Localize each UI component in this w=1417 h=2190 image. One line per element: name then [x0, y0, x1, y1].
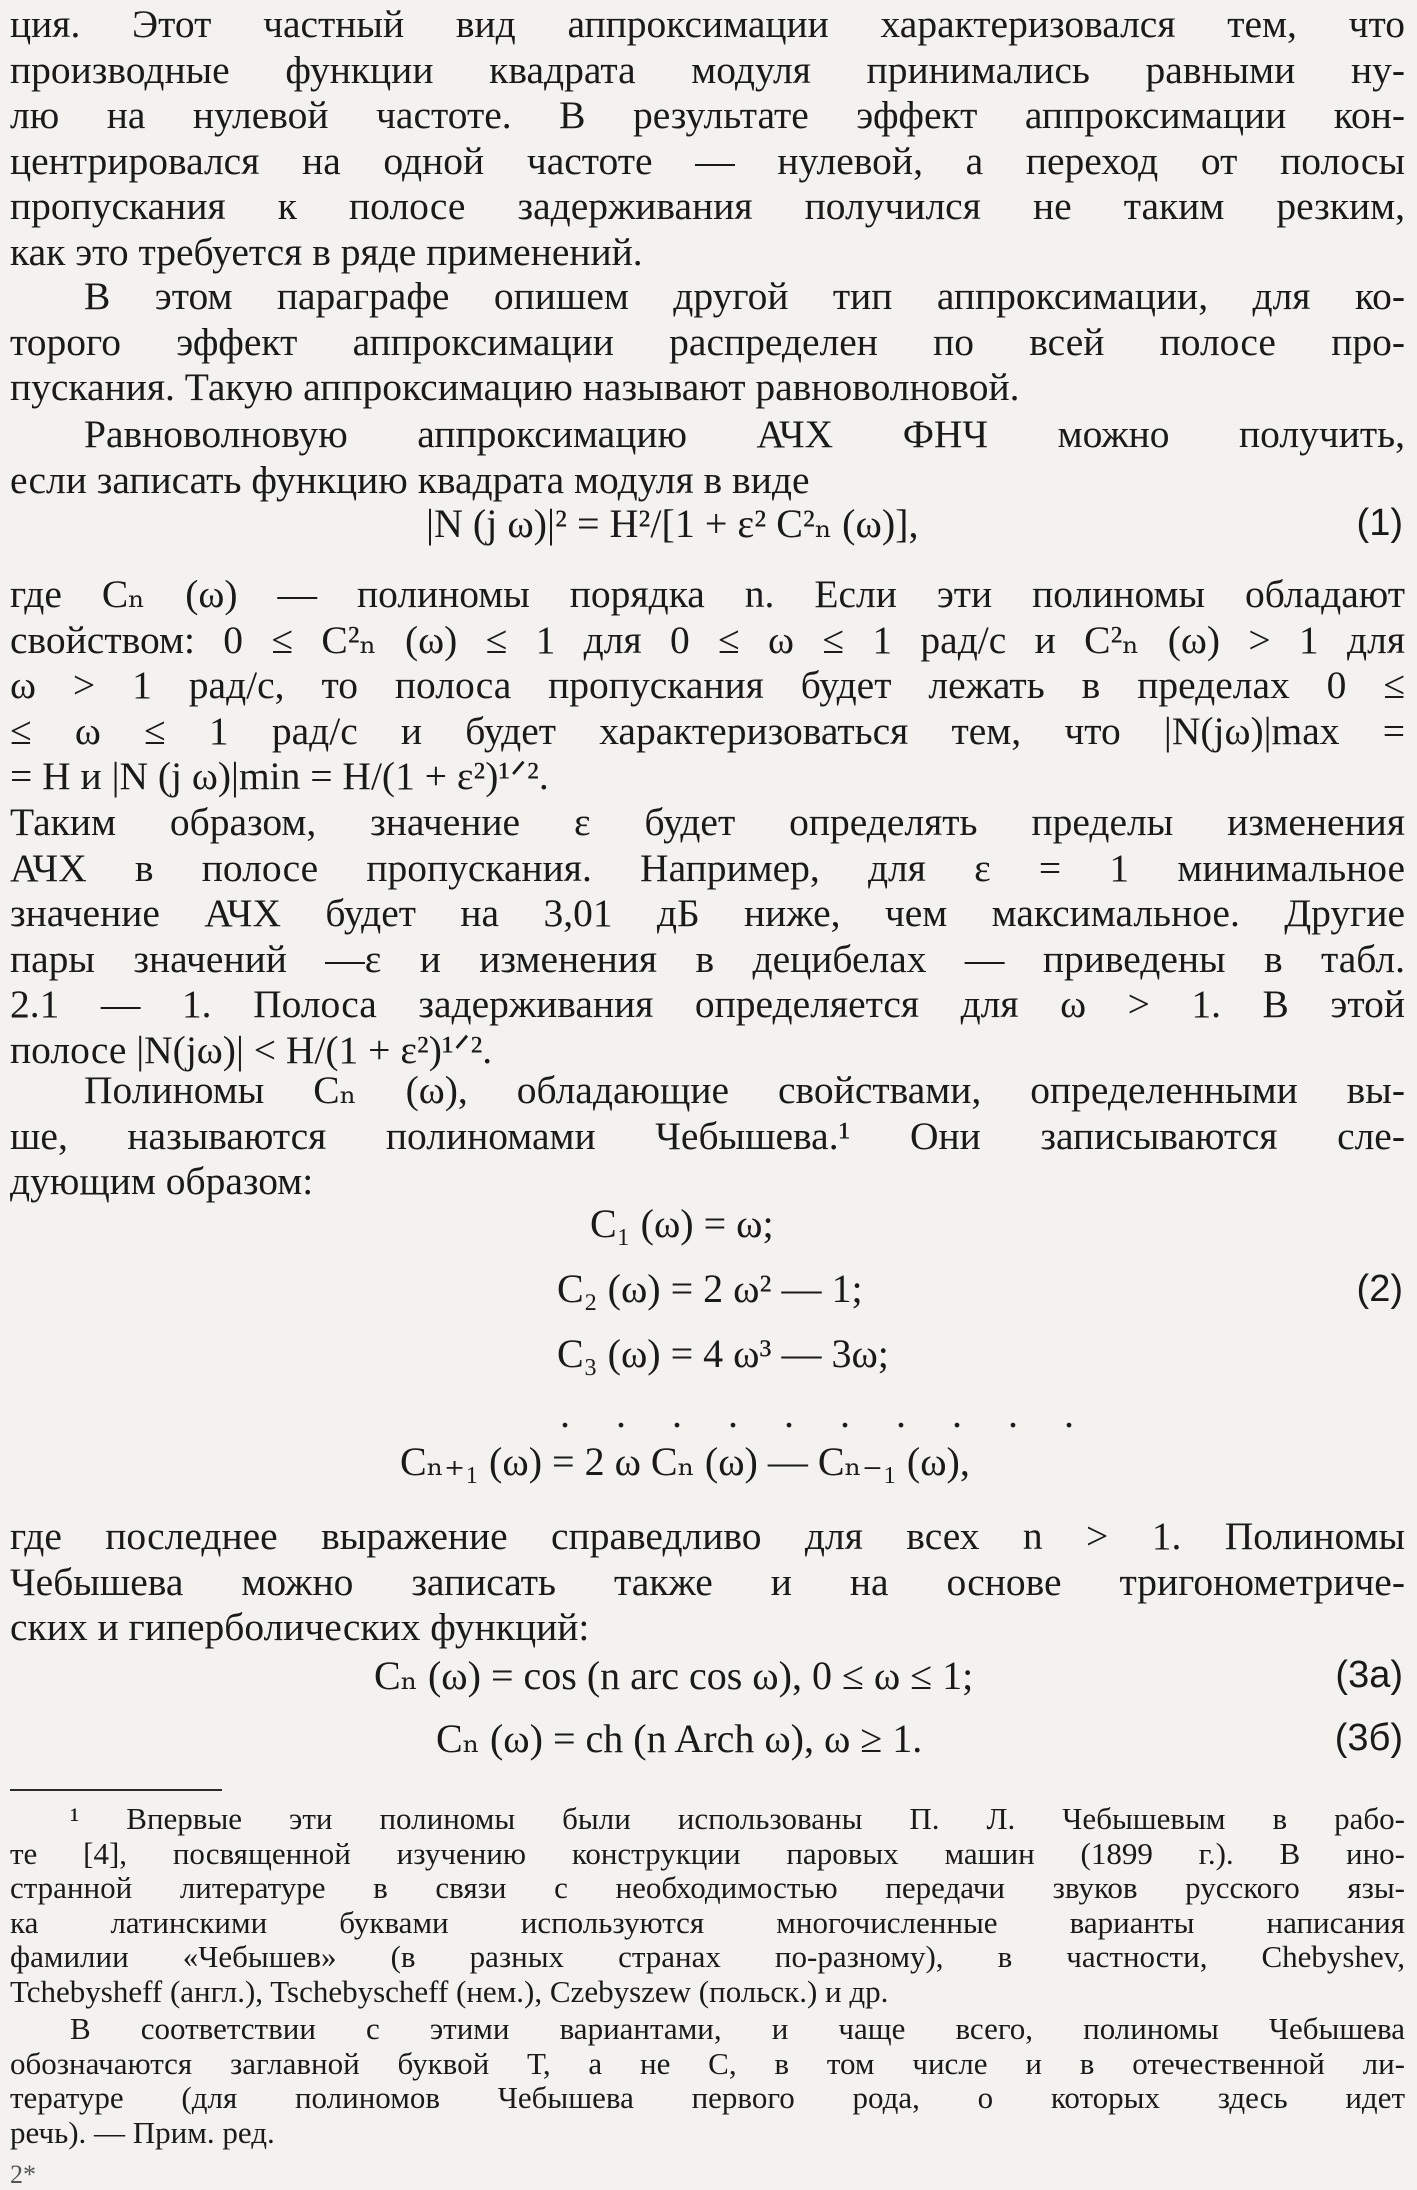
- footnote-editor-note: [10, 2012, 1405, 2150]
- text-line: Чебышева можно записать также и на основе тригонометриче-: [10, 1559, 1405, 1604]
- text-line: полосе |N(jω)| < H/(1 + ε²)¹ᐟ².: [10, 1027, 493, 1072]
- equation-3a-number: (3а): [1335, 1654, 1403, 1696]
- equation-3a: Cₙ (ω) = cos (n arc cos ω), 0 ≤ ω ≤ 1;: [374, 1653, 974, 1698]
- footnote-line: обозначаются заглавной буквой Т, а не С, в том числе и в отечественной ли-: [10, 2045, 1405, 2081]
- paragraph-trig-forms: [10, 1514, 1405, 1651]
- text-line: торого эффект аппроксимации распределен по всей полосе про-: [10, 319, 1405, 364]
- text-line: ≤ ω ≤ 1 рад/с и будет характеризоваться тем, что |N(jω)|max =: [10, 708, 1405, 753]
- footnote-rule: [10, 1789, 222, 1791]
- paragraph-polynomials: [10, 1068, 1405, 1205]
- paragraph-magnitude-intro: [10, 412, 1405, 503]
- text-line: пары значений —ε и изменения в децибелах — приведены в табл.: [10, 936, 1405, 981]
- text-line: где Cₙ (ω) — полиномы порядка n. Если эти полиномы обладают: [10, 572, 1405, 616]
- equation-3b: Cₙ (ω) = ch (n Arch ω), ω ≥ 1.: [436, 1716, 923, 1761]
- text-line: = H и |N (j ω)|min = H/(1 + ε²)¹ᐟ².: [10, 754, 549, 799]
- paragraph-epsilon: [10, 800, 1405, 1074]
- text-line: где последнее выражение справедливо для всех n > 1. Полиномы: [10, 1514, 1405, 1558]
- text-line: 2.1 — 1. Полоса задерживания определяется для ω > 1. В этой: [10, 982, 1405, 1027]
- text-line: пропускания к полосе задерживания получился не таким резким,: [10, 184, 1405, 229]
- footnote-line: ¹ Впервые эти полиномы были использованы П. Л. Чебышевым в рабо-: [70, 1801, 1405, 1836]
- paragraph-intro: [10, 2, 1405, 276]
- equation-2-line-1: C₁ (ω) = ω;: [590, 1201, 774, 1246]
- paragraph-equiripple: [10, 274, 1405, 411]
- equation-2-number: (2): [1356, 1268, 1403, 1310]
- text-line: ция. Этот частный вид аппроксимации характеризовался тем, что: [10, 2, 1405, 46]
- footnote-line: Tchebysheff (англ.), Tschebyscheff (нем.), Czebyszew (польск.) и др.: [10, 1973, 889, 2009]
- signature-mark: 2*: [10, 2160, 36, 2189]
- footnote-line: ка латинскими буквами используются многочисленные варианты написания: [10, 1904, 1405, 1940]
- text-line: ских и гиперболических функций:: [10, 1605, 590, 1650]
- equation-2-line-3: C₃ (ω) = 4 ω³ — 3ω;: [557, 1331, 889, 1376]
- text-line: как это требуется в ряде применений.: [10, 229, 643, 274]
- equation-1-number: (1): [1356, 502, 1403, 544]
- footnote-line: фамилии «Чебышев» (в разных странах по-разному), в частности, Chebyshev,: [10, 1939, 1405, 1974]
- text-line: дующим образом:: [10, 1159, 314, 1204]
- text-line: производные функции квадрата модуля принимались равными ну-: [10, 47, 1405, 92]
- text-line: лю на нулевой частоте. В результате эффект аппроксимации кон-: [10, 93, 1405, 138]
- text-line: В этом параграфе опишем другой тип аппроксимации, для ко-: [84, 274, 1405, 318]
- text-line: ше, называются полиномами Чебышева.¹ Они записываются сле-: [10, 1113, 1405, 1158]
- equation-2-ellipsis: . . . . . . . . . .: [560, 1391, 1092, 1436]
- text-line: Полиномы Cₙ (ω), обладающие свойствами, определенными вы-: [84, 1068, 1405, 1112]
- footnote-line: те [4], посвященной изучению конструкции паровых машин (1899 г.). В ино-: [10, 1835, 1405, 1871]
- paragraph-chebyshev-properties: [10, 572, 1405, 800]
- equation-1: |N (j ω)|² = H²/[1 + ε² C²ₙ (ω)],: [426, 501, 919, 546]
- text-line: значение АЧХ будет на 3,01 дБ ниже, чем максимальное. Другие: [10, 891, 1405, 936]
- equation-3b-number: (3б): [1334, 1717, 1403, 1759]
- footnote-1: [10, 1802, 1405, 2009]
- equation-2-recurrence: Cₙ₊₁ (ω) = 2 ω Cₙ (ω) — Cₙ₋₁ (ω),: [400, 1439, 970, 1484]
- text-line: свойством: 0 ≤ C²ₙ (ω) ≤ 1 для 0 ≤ ω ≤ 1 рад/с и C²ₙ (ω) > 1 для: [10, 617, 1405, 662]
- text-line: если записать функцию квадрата модуля в виде: [10, 457, 810, 502]
- text-line: АЧХ в полосе пропускания. Например, для ε = 1 минимальное: [10, 845, 1405, 890]
- footnote-line: В соответствии с этими вариантами, и чаще всего, полиномы Чебышева: [70, 2011, 1405, 2046]
- footnote-line: тературе (для полиномов Чебышева первого рода, о которых здесь идет: [10, 2080, 1405, 2115]
- text-line: пускания. Такую аппроксимацию называют равноволновой.: [10, 365, 1020, 410]
- text-line: центрировался на одной частоте — нулевой, а переход от полосы: [10, 138, 1405, 183]
- text-line: ω > 1 рад/с, то полоса пропускания будет лежать в пределах 0 ≤: [10, 663, 1405, 708]
- text-line: Таким образом, значение ε будет определять пределы изменения: [10, 800, 1405, 844]
- footnote-line: речь). — Прим. ред.: [10, 2114, 275, 2150]
- footnote-line: странной литературе в связи с необходимостью передачи звуков русского язы-: [10, 1870, 1405, 1905]
- equation-2-line-2: C₂ (ω) = 2 ω² — 1;: [557, 1266, 863, 1311]
- text-line: Равноволновую аппроксимацию АЧХ ФНЧ можно получить,: [84, 412, 1405, 456]
